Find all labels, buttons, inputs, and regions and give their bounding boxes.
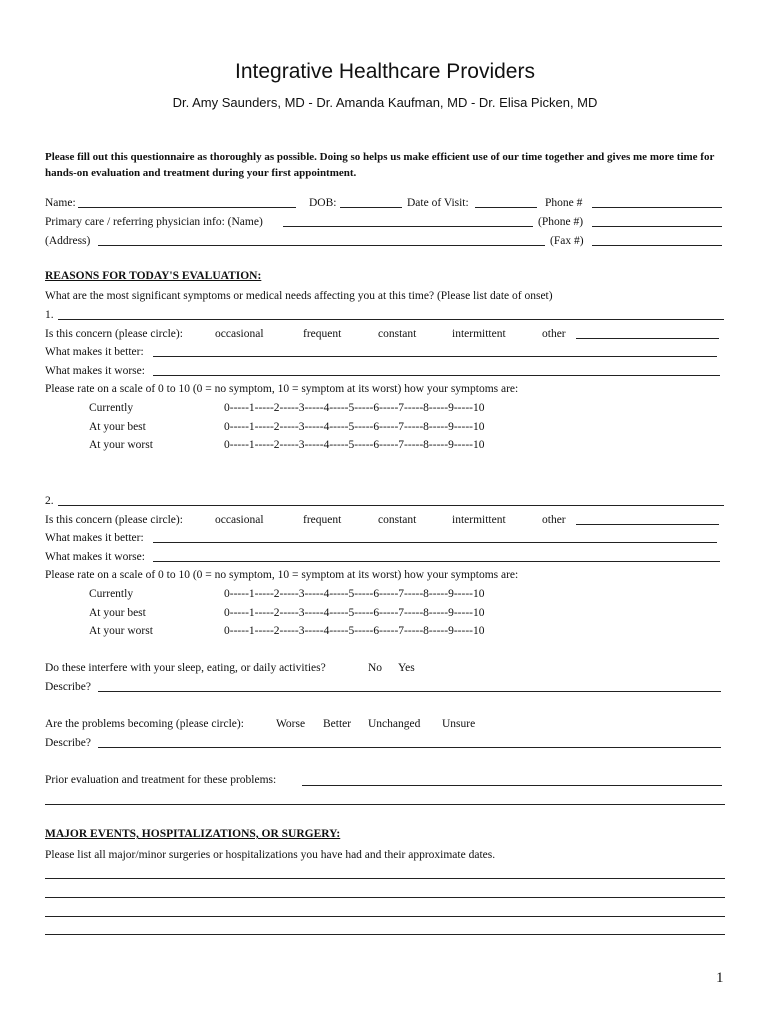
becoming-describe-label: Describe? (45, 737, 91, 749)
scale-best[interactable]: 0-----1-----2-----3-----4-----5-----6-----7-----8-----9-----10 (224, 607, 485, 619)
major-line[interactable] (45, 934, 725, 935)
option-better[interactable]: Better (323, 718, 352, 730)
prior-field[interactable] (302, 785, 722, 786)
worse-label: What makes it worse: (45, 365, 145, 377)
item-1-field[interactable] (58, 319, 724, 320)
better-label: What makes it better: (45, 532, 144, 544)
option-constant[interactable]: constant (378, 328, 417, 340)
page-title: Integrative Healthcare Providers (235, 60, 535, 83)
row-best: At your best (89, 607, 146, 619)
phone-label: Phone # (545, 197, 583, 209)
major-heading: MAJOR EVENTS, HOSPITALIZATIONS, OR SURGERY: (45, 828, 341, 840)
concern-label: Is this concern (please circle): (45, 514, 183, 526)
rate-prompt: Please rate on a scale of 0 to 10 (0 = no symptom, 10 = symptom at its worst) how your symptoms are: (45, 383, 519, 395)
fax-field[interactable] (592, 245, 722, 246)
major-line[interactable] (45, 916, 725, 917)
row-currently: Currently (89, 588, 134, 600)
becoming-describe-field[interactable] (98, 747, 721, 748)
scale-best[interactable]: 0-----1-----2-----3-----4-----5-----6-----7-----8-----9-----10 (224, 421, 485, 433)
major-line[interactable] (45, 897, 725, 898)
row-best: At your best (89, 421, 146, 433)
scale-currently[interactable]: 0-----1-----2-----3-----4-----5-----6-----7-----8-----9-----10 (224, 588, 485, 600)
interfere-no-option[interactable]: No (368, 662, 383, 674)
scale-worst[interactable]: 0-----1-----2-----3-----4-----5-----6-----7-----8-----9-----10 (224, 625, 485, 637)
option-other[interactable]: other (542, 328, 566, 340)
becoming-question: Are the problems becoming (please circle): (45, 718, 244, 730)
concern-label: Is this concern (please circle): (45, 328, 183, 340)
prior-field-line-2[interactable] (45, 804, 725, 805)
option-occasional[interactable]: occasional (215, 514, 264, 526)
item-1-number: 1. (45, 309, 54, 321)
item-2-field[interactable] (58, 505, 724, 506)
reasons-heading: REASONS FOR TODAY'S EVALUATION: (45, 270, 262, 282)
row-worst: At your worst (89, 625, 153, 637)
address-label: (Address) (45, 235, 91, 247)
physician-label: Primary care / referring physician info: (Name) (45, 216, 263, 228)
option-intermittent[interactable]: intermittent (452, 514, 506, 526)
physician-phone-label: (Phone #) (538, 216, 584, 228)
page-number: 1 (716, 970, 724, 986)
fax-label: (Fax #) (550, 235, 584, 247)
option-other[interactable]: other (542, 514, 566, 526)
option-occasional[interactable]: occasional (215, 328, 264, 340)
physician-name-field[interactable] (283, 226, 533, 227)
rate-prompt: Please rate on a scale of 0 to 10 (0 = no symptom, 10 = symptom at its worst) how your symptoms are: (45, 569, 519, 581)
better-label: What makes it better: (45, 346, 144, 358)
interfere-describe-label: Describe? (45, 681, 91, 693)
option-frequent[interactable]: frequent (303, 514, 342, 526)
dob-field[interactable] (340, 207, 402, 208)
interfere-describe-field[interactable] (98, 691, 721, 692)
scale-worst[interactable]: 0-----1-----2-----3-----4-----5-----6-----7-----8-----9-----10 (224, 439, 485, 451)
interfere-question: Do these interfere with your sleep, eating, or daily activities? (45, 662, 326, 674)
option-constant[interactable]: constant (378, 514, 417, 526)
other-field[interactable] (576, 524, 719, 525)
doctors-subtitle: Dr. Amy Saunders, MD - Dr. Amanda Kaufman, MD - Dr. Elisa Picken, MD (172, 95, 598, 110)
option-intermittent[interactable]: intermittent (452, 328, 506, 340)
better-field[interactable] (153, 542, 717, 543)
worse-field[interactable] (153, 375, 720, 376)
name-label: Name: (45, 197, 76, 209)
option-worse[interactable]: Worse (276, 718, 306, 730)
option-unsure[interactable]: Unsure (442, 718, 476, 730)
dob-label: DOB: (309, 197, 337, 209)
major-line[interactable] (45, 878, 725, 879)
option-frequent[interactable]: frequent (303, 328, 342, 340)
visit-date-field[interactable] (475, 207, 537, 208)
interfere-yes-option[interactable]: Yes (398, 662, 415, 674)
worse-field[interactable] (153, 561, 720, 562)
other-field[interactable] (576, 338, 719, 339)
address-field[interactable] (98, 245, 545, 246)
prior-label: Prior evaluation and treatment for these problems: (45, 774, 277, 786)
phone-field[interactable] (592, 207, 722, 208)
row-worst: At your worst (89, 439, 153, 451)
better-field[interactable] (153, 356, 717, 357)
option-unchanged[interactable]: Unchanged (368, 718, 421, 730)
intro-instructions: Please fill out this questionnaire as thoroughly as possible. Doing so helps us make efficient use of our time together and gives me more time for hands-on evaluation and treatment during your first appointment. (45, 151, 715, 179)
reasons-question: What are the most significant symptoms or medical needs affecting you at this time? (Please list date of onset) (45, 290, 553, 302)
name-field[interactable] (78, 207, 296, 208)
physician-phone-field[interactable] (592, 226, 722, 227)
item-2-number: 2. (45, 495, 54, 507)
worse-label: What makes it worse: (45, 551, 145, 563)
row-currently: Currently (89, 402, 134, 414)
scale-currently[interactable]: 0-----1-----2-----3-----4-----5-----6-----7-----8-----9-----10 (224, 402, 485, 414)
major-prompt: Please list all major/minor surgeries or hospitalizations you have had and their approximate dates. (45, 849, 496, 861)
visit-date-label: Date of Visit: (407, 197, 469, 209)
